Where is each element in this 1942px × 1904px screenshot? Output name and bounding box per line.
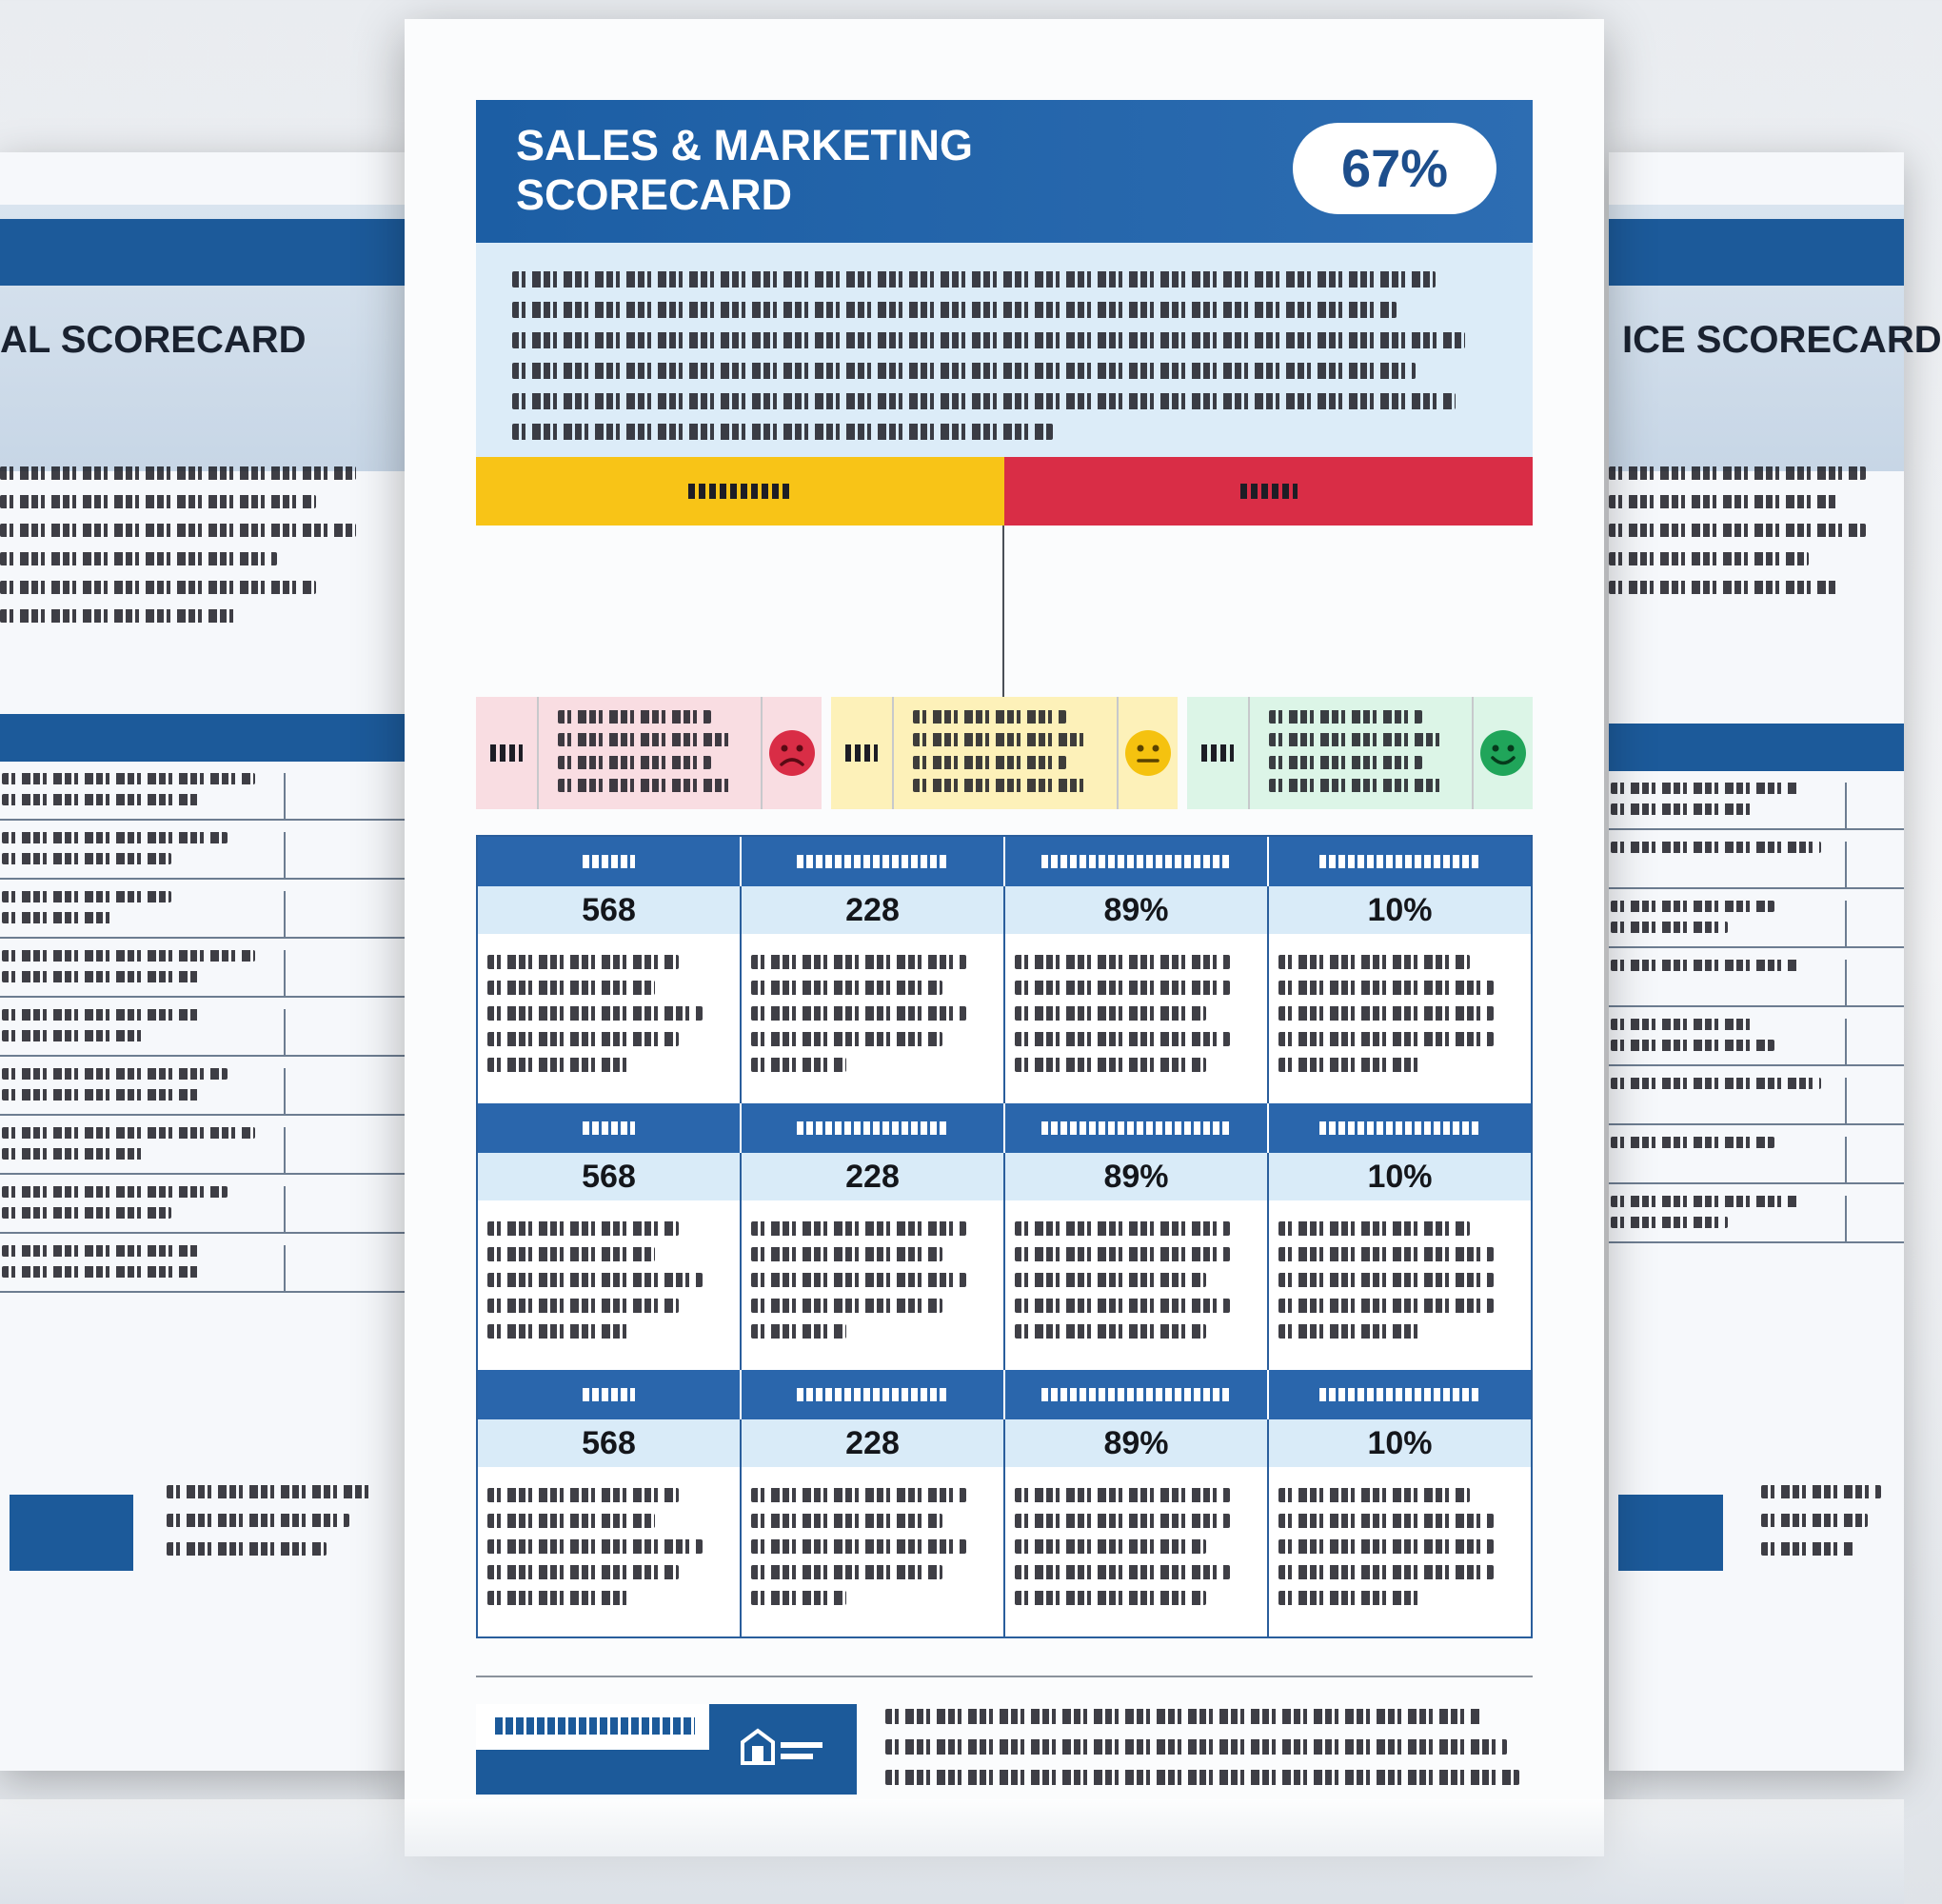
left-page-company-bar bbox=[0, 219, 405, 286]
table-row bbox=[1609, 1184, 1904, 1243]
kpi-description bbox=[1005, 1200, 1269, 1370]
table-row bbox=[0, 1234, 405, 1293]
kpi-description-row bbox=[478, 934, 1531, 1103]
score-badge: 67% bbox=[1293, 123, 1496, 214]
category-band-red bbox=[1004, 457, 1533, 526]
kpi-value: 228 bbox=[742, 1153, 1005, 1200]
rating-label bbox=[476, 697, 539, 809]
table-row bbox=[0, 939, 405, 998]
rating-description bbox=[539, 697, 763, 809]
rating-good bbox=[1187, 697, 1533, 809]
kpi-header-cell bbox=[1005, 1370, 1269, 1419]
kpi-description-row bbox=[478, 1467, 1531, 1636]
left-page-table bbox=[0, 762, 405, 1293]
table-row bbox=[1609, 771, 1904, 830]
kpi-block bbox=[478, 1103, 1531, 1370]
kpi-description bbox=[742, 1200, 1005, 1370]
right-page-intro-text bbox=[1609, 466, 1894, 609]
sad-face-icon bbox=[763, 697, 822, 809]
kpi-header-cell bbox=[742, 837, 1005, 886]
category-band-yellow bbox=[476, 457, 1004, 526]
scorecard-page bbox=[405, 19, 1604, 1856]
kpi-description bbox=[1269, 1200, 1531, 1370]
kpi-description bbox=[1269, 934, 1531, 1103]
kpi-value-row bbox=[478, 886, 1531, 934]
table-row bbox=[0, 1116, 405, 1175]
kpi-description bbox=[478, 934, 742, 1103]
kpi-block bbox=[478, 837, 1531, 1103]
footer-company-label bbox=[476, 1704, 709, 1795]
kpi-header-row bbox=[478, 1370, 1531, 1419]
kpi-header-cell bbox=[1269, 1103, 1531, 1153]
kpi-value-row bbox=[478, 1419, 1531, 1467]
kpi-value: 89% bbox=[1005, 1153, 1269, 1200]
kpi-value: 10% bbox=[1269, 1419, 1531, 1467]
table-row bbox=[1609, 1066, 1904, 1125]
kpi-header-row bbox=[478, 837, 1531, 886]
kpi-header-row bbox=[478, 1103, 1531, 1153]
rating-legend bbox=[476, 697, 1533, 809]
rating-average bbox=[831, 697, 1177, 809]
kpi-description bbox=[478, 1467, 742, 1636]
kpi-header-cell bbox=[1005, 837, 1269, 886]
kpi-value: 568 bbox=[478, 1153, 742, 1200]
table-row bbox=[1609, 1007, 1904, 1066]
right-page-footer-text bbox=[1761, 1485, 1894, 1571]
intro-text-box bbox=[476, 243, 1533, 457]
kpi-header-cell bbox=[1005, 1103, 1269, 1153]
left-page-logo bbox=[10, 1495, 133, 1571]
kpi-value: 228 bbox=[742, 886, 1005, 934]
kpi-header-cell bbox=[1269, 837, 1531, 886]
footer-text bbox=[885, 1709, 1533, 1800]
neutral-face-icon bbox=[1119, 697, 1178, 809]
kpi-value: 89% bbox=[1005, 886, 1269, 934]
right-background-page bbox=[1609, 152, 1942, 1771]
left-page-intro-text bbox=[0, 466, 395, 638]
kpi-header-cell bbox=[1269, 1370, 1531, 1419]
kpi-value: 568 bbox=[478, 1419, 742, 1467]
left-page-footer-text bbox=[167, 1485, 395, 1571]
rating-label bbox=[1187, 697, 1250, 809]
left-page-table-header bbox=[0, 714, 405, 762]
kpi-description bbox=[1005, 934, 1269, 1103]
company-logo bbox=[709, 1704, 857, 1795]
kpi-value: 89% bbox=[1005, 1419, 1269, 1467]
reflection-floor bbox=[0, 1799, 1904, 1904]
kpi-description bbox=[478, 1200, 742, 1370]
kpi-description bbox=[1269, 1467, 1531, 1636]
rating-label bbox=[831, 697, 894, 809]
kpi-value: 10% bbox=[1269, 1153, 1531, 1200]
kpi-block bbox=[478, 1370, 1531, 1636]
kpi-description bbox=[1005, 1467, 1269, 1636]
right-page-logo bbox=[1618, 1495, 1723, 1571]
table-row bbox=[0, 821, 405, 880]
rating-description bbox=[894, 697, 1118, 809]
kpi-value: 228 bbox=[742, 1419, 1005, 1467]
left-background-page bbox=[0, 152, 405, 1771]
table-row bbox=[1609, 948, 1904, 1007]
page-title: SALES & MARKETING SCORECARD bbox=[516, 121, 974, 219]
kpi-header-cell bbox=[742, 1103, 1005, 1153]
right-page-table-header bbox=[1609, 724, 1904, 771]
table-row bbox=[1609, 889, 1904, 948]
table-row bbox=[0, 1057, 405, 1116]
kpi-value-row bbox=[478, 1153, 1531, 1200]
happy-face-icon bbox=[1474, 697, 1533, 809]
table-row bbox=[1609, 1125, 1904, 1184]
building-logo-icon bbox=[731, 1721, 836, 1778]
table-row bbox=[0, 998, 405, 1057]
rating-poor bbox=[476, 697, 822, 809]
kpi-value: 568 bbox=[478, 886, 742, 934]
kpi-description-row bbox=[478, 1200, 1531, 1370]
kpi-header-cell bbox=[742, 1370, 1005, 1419]
table-row bbox=[0, 880, 405, 939]
kpi-value: 10% bbox=[1269, 886, 1531, 934]
right-page-title: ICE SCORECARD bbox=[1622, 319, 1942, 361]
kpi-header-cell bbox=[478, 1103, 742, 1153]
right-page-table bbox=[1609, 771, 1904, 1243]
connector-line bbox=[1002, 526, 1004, 697]
kpi-description bbox=[742, 934, 1005, 1103]
footer-divider bbox=[476, 1676, 1533, 1677]
table-row bbox=[1609, 830, 1904, 889]
header-bar bbox=[476, 100, 1533, 243]
kpi-table bbox=[476, 835, 1533, 1638]
table-row bbox=[0, 762, 405, 821]
kpi-header-cell bbox=[478, 837, 742, 886]
rating-description bbox=[1250, 697, 1474, 809]
table-row bbox=[0, 1175, 405, 1234]
left-page-title: AL SCORECARD bbox=[0, 319, 307, 361]
kpi-header-cell bbox=[478, 1370, 742, 1419]
right-page-company-bar bbox=[1609, 219, 1904, 286]
kpi-description bbox=[742, 1467, 1005, 1636]
